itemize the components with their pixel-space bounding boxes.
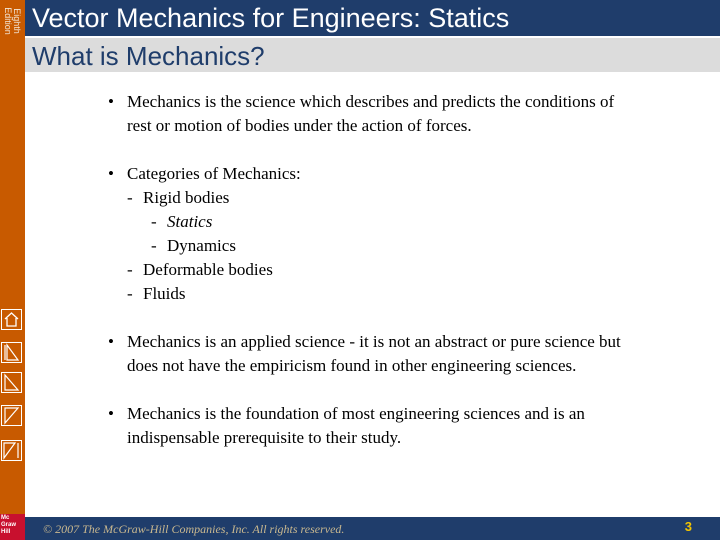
course-title-bar [25, 0, 720, 36]
logo-text: Mc Graw Hill [1, 515, 17, 535]
last-slide-icon[interactable] [1, 440, 22, 461]
previous-slide-icon[interactable] [1, 372, 22, 393]
category-rigid-bodies: - Rigid bodies [127, 188, 230, 207]
bullet-categories: • Categories of Mechanics: [108, 162, 628, 186]
slide-title-bar [25, 38, 720, 72]
first-slide-icon[interactable] [1, 342, 22, 363]
page-number: 3 [684, 519, 692, 534]
bullet-dot: • [108, 404, 114, 423]
category-statics: - Statics [151, 212, 213, 231]
footer-bar [25, 517, 720, 540]
bullet-dot: • [108, 164, 114, 183]
mcgraw-hill-logo [0, 514, 25, 540]
slide-title: What is Mechanics? [32, 41, 265, 71]
bullet-dot: • [108, 92, 114, 111]
copyright-notice: © 2007 The McGraw-Hill Companies, Inc. All rights reserved. [43, 522, 345, 536]
home-icon[interactable] [1, 309, 22, 330]
bullet-foundation: • Mechanics is the foundation of most engineering sciences and is an indispensable prerequisite to their study. [108, 404, 585, 447]
slide-content [108, 90, 628, 450]
category-fluids: - Fluids [127, 284, 186, 303]
bullet-applied-science: • Mechanics is an applied science - it is not an abstract or pure science but does not have the empiricism found in other engineering sciences. [108, 332, 621, 375]
edition-text: Eighth Edition [3, 7, 22, 35]
bullet-definition: • Mechanics is the science which describes and predicts the conditions of rest or motion of bodies under the action of forces. [108, 92, 615, 135]
edition-label [0, 0, 25, 44]
next-slide-icon[interactable] [1, 405, 22, 426]
course-title: Vector Mechanics for Engineers: Statics [32, 3, 510, 33]
category-dynamics: - Dynamics [151, 236, 236, 255]
category-deformable-bodies: - Deformable bodies [127, 260, 273, 279]
bullet-dot: • [108, 332, 114, 351]
